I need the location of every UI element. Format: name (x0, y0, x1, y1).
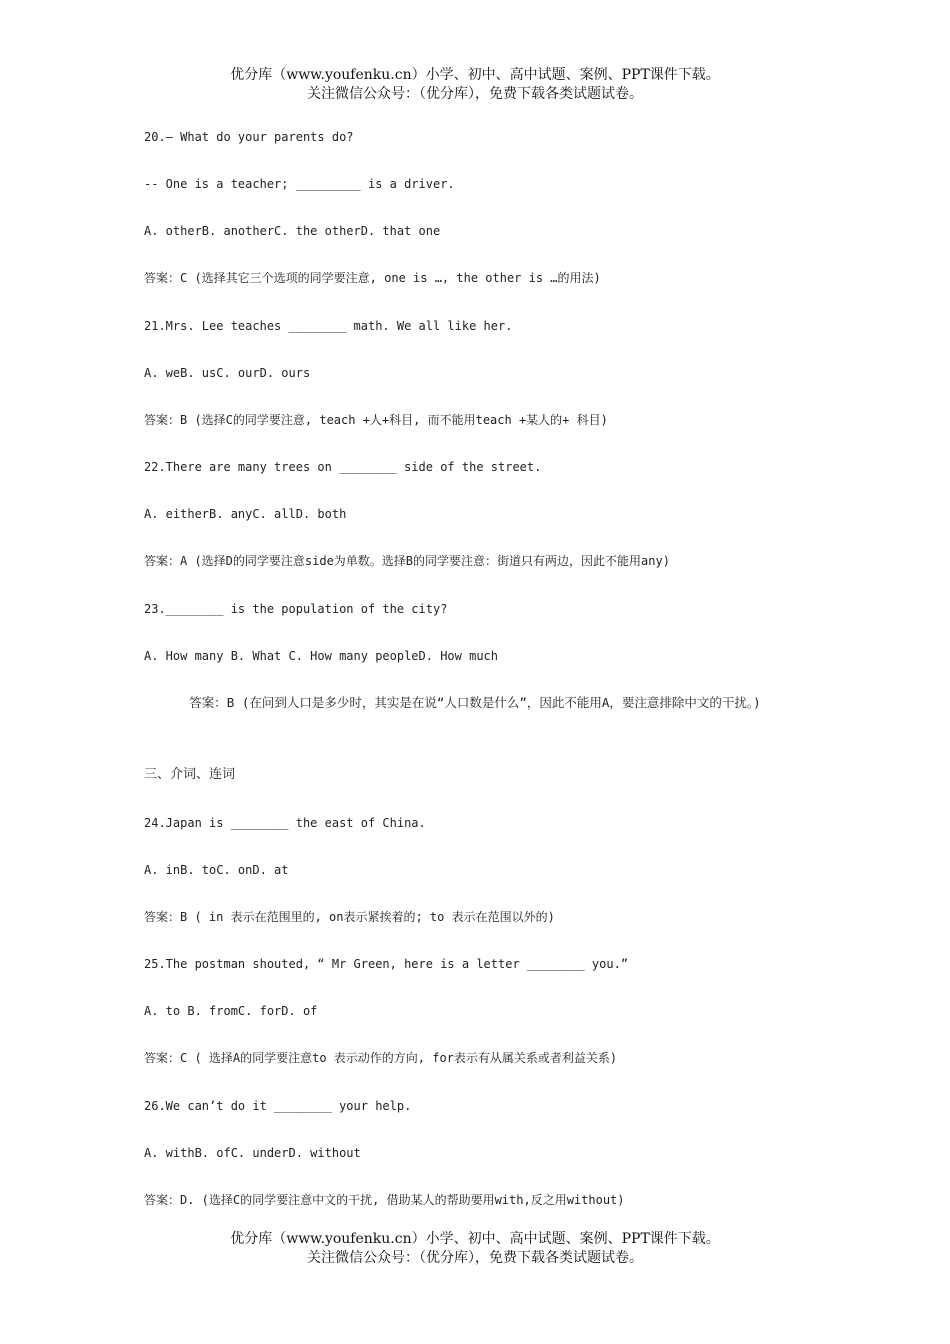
question-26-options: A. withB. ofC. underD. without (144, 1146, 361, 1160)
question-25-stem: 25.The postman shouted, “ Mr Green, here is a letter ________ you.” (144, 957, 629, 971)
question-20-reply: -- One is a teacher; _________ is a driver. (144, 177, 455, 191)
question-23-options: A. How many B. What C. How many peopleD. How much (144, 649, 499, 663)
question-26-stem: 26.We can’t do it ________ your help. (144, 1099, 412, 1113)
question-23-stem: 23.________ is the population of the city? (144, 602, 448, 616)
question-21-options: A. weB. usC. ourD. ours (144, 366, 311, 380)
header-line-2: 关注微信公众号：（优分库），免费下载各类试题试卷。 (307, 86, 643, 102)
question-24-options: A. inB. toC. onD. at (144, 863, 289, 877)
question-26-answer: 答案：D. (选择C的同学要注意中文的干扰, 借助某人的帮助要用with,反之用without) (144, 1193, 625, 1207)
footer-line-1: 优分库（www.youfenku.cn）小学、初中、高中试题、案例、PPT课件下载。 (230, 1231, 720, 1247)
question-25-answer: 答案：C ( 选择A的同学要注意to 表示动作的方向, for表示有从属关系或者利益关系) (144, 1051, 618, 1065)
question-25-options: A. to B. fromC. forD. of (144, 1004, 318, 1018)
question-24-stem: 24.Japan is ________ the east of China. (144, 816, 426, 830)
question-24-answer: 答案：B ( in 表示在范围里的, on表示紧挨着的; to 表示在范围以外的) (144, 910, 555, 924)
page-header (0, 66, 950, 104)
question-20-stem: 20.– What do your parents do? (144, 130, 354, 144)
page-footer (0, 1230, 950, 1268)
question-22-stem: 22.There are many trees on ________ side of the street. (144, 460, 542, 474)
section-heading: 三、介词、连词 (144, 767, 236, 782)
footer-line-2: 关注微信公众号：（优分库），免费下载各类试题试卷。 (307, 1250, 643, 1266)
header-line-1: 优分库（www.youfenku.cn）小学、初中、高中试题、案例、PPT课件下载。 (230, 67, 720, 83)
question-23-answer: 答案：B (在问到人口是多少时，其实是在说“人口数是什么”，因此不能用A，要注意排除中文的干扰。) (189, 695, 761, 710)
question-21-answer: 答案：B (选择C的同学要注意, teach +人+科目, 而不能用teach +某人的+ 科目) (144, 413, 608, 427)
question-20-answer: 答案：C (选择其它三个选项的同学要注意, one is …, the other is …的用法) (144, 271, 601, 285)
question-22-answer: 答案：A (选择D的同学要注意side为单数。选择B的同学要注意：街道只有两边，因此不能用any) (144, 554, 670, 568)
question-21-stem: 21.Mrs. Lee teaches ________ math. We all like her. (144, 319, 513, 333)
question-20-options: A. otherB. anotherC. the otherD. that one (144, 224, 441, 238)
question-22-options: A. eitherB. anyC. allD. both (144, 507, 347, 521)
